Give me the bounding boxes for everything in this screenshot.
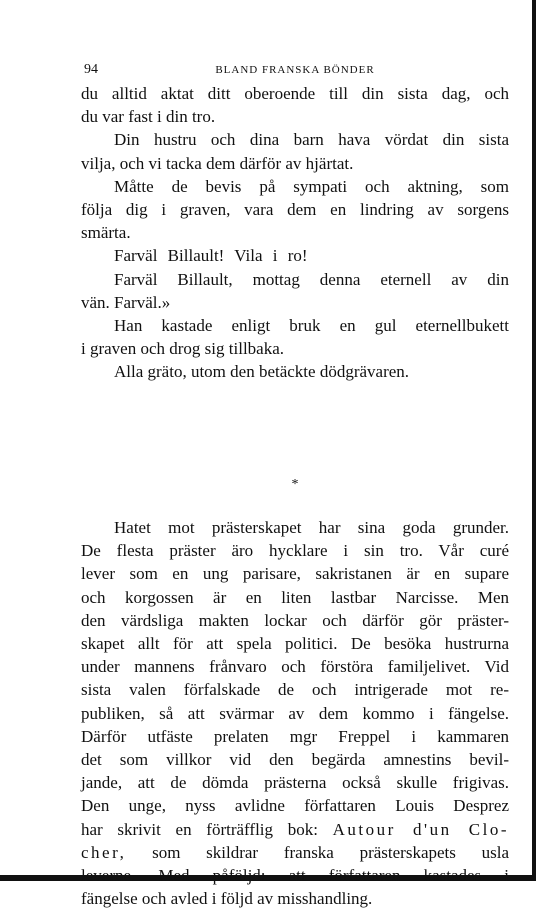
page-header xyxy=(81,60,509,82)
paragraph xyxy=(81,175,509,245)
paragraph xyxy=(81,360,509,383)
text-line: smärta. xyxy=(81,223,131,243)
text-line: i graven och drog sig tillbaka. xyxy=(81,339,285,359)
text-line: sista valen förfalskade de och intrigerade mot re- xyxy=(81,680,509,700)
paragraph xyxy=(81,82,509,128)
page-number: 94 xyxy=(84,62,98,77)
paragraph xyxy=(81,128,509,174)
paragraph xyxy=(81,516,509,910)
section-one xyxy=(81,82,509,384)
text-line: och korgossen är en liten lastbar Narcisse. Men xyxy=(81,587,509,607)
text-line: Han kastade enligt bruk en gul eternellbukett xyxy=(114,316,509,336)
text-line: Den unge, nyss avlidne författaren Louis Desprez xyxy=(81,796,509,816)
text-line: den värdsliga makten lockar och därför gör präster- xyxy=(81,610,509,630)
text-line: Din hustru och dina barn hava vördat din sista xyxy=(114,130,509,150)
book-title: cher, xyxy=(81,842,127,862)
text-line: följa dig i graven, vara dem en lindring av sorgens xyxy=(81,200,509,220)
text-line: publiken, så att svärmar av dem kommo i fängelse. xyxy=(81,703,509,723)
line-text: har skrivit en förträfflig bok: xyxy=(81,819,318,839)
text-line: du var fast i din tro. xyxy=(81,107,216,127)
text-line: Farväl Billault, mottag denna eternell av din xyxy=(114,269,509,289)
text-line: vilja, och vi tacka dem därför av hjärtat. xyxy=(81,153,354,173)
text-line: du alltid aktat ditt oberoende till din sista dag, och xyxy=(81,84,509,103)
text-line: De flesta präster äro hycklare i sin tro. Vår curé xyxy=(81,541,509,561)
text-line: Alla gräto, utom den betäckte dödgrävaren. xyxy=(114,362,410,382)
section-separator: * xyxy=(291,477,299,492)
book-title: Autour d'un Clo- xyxy=(332,819,510,839)
book-page xyxy=(81,60,510,909)
paragraph xyxy=(81,244,509,267)
text-line: jande, att de dömda prästerna också skulle frigivas. xyxy=(81,773,509,793)
paragraph xyxy=(81,314,509,360)
text-line: lever som en ung parisare, sakristanen är en supare xyxy=(81,564,509,584)
text-line: Hatet mot prästerskapet har sina goda grunder. xyxy=(114,518,509,537)
text-line: under mannens frånvaro och förstöra familjelivet. Vid xyxy=(81,657,509,677)
running-title: BLAND FRANSKA BÖNDER xyxy=(215,64,375,76)
text-line: leverne. Med påföljd: att författaren kastades i xyxy=(81,866,509,886)
text-line xyxy=(81,841,509,864)
text-line xyxy=(81,818,509,841)
text-line: Därför utfäste prelaten mgr Freppel i kammaren xyxy=(81,726,509,746)
text-line: Farväl Billault! Vila i ro! xyxy=(114,246,308,266)
section-two xyxy=(81,516,509,910)
text-line: vän. Farväl.» xyxy=(81,292,171,312)
text-line: Måtte de bevis på sympati och aktning, som xyxy=(114,176,509,196)
page-edge-right xyxy=(532,0,536,881)
text-line: skapet allt för att spela politici. De besöka hustrurna xyxy=(81,634,509,654)
text-line: det som villkor vid den begärda amnestins bevil- xyxy=(81,750,509,770)
text-line: fängelse och avled i följd av misshandling. xyxy=(81,889,373,909)
paragraph xyxy=(81,268,509,314)
line-text: som skildrar franska prästerskapets usla xyxy=(152,842,510,862)
